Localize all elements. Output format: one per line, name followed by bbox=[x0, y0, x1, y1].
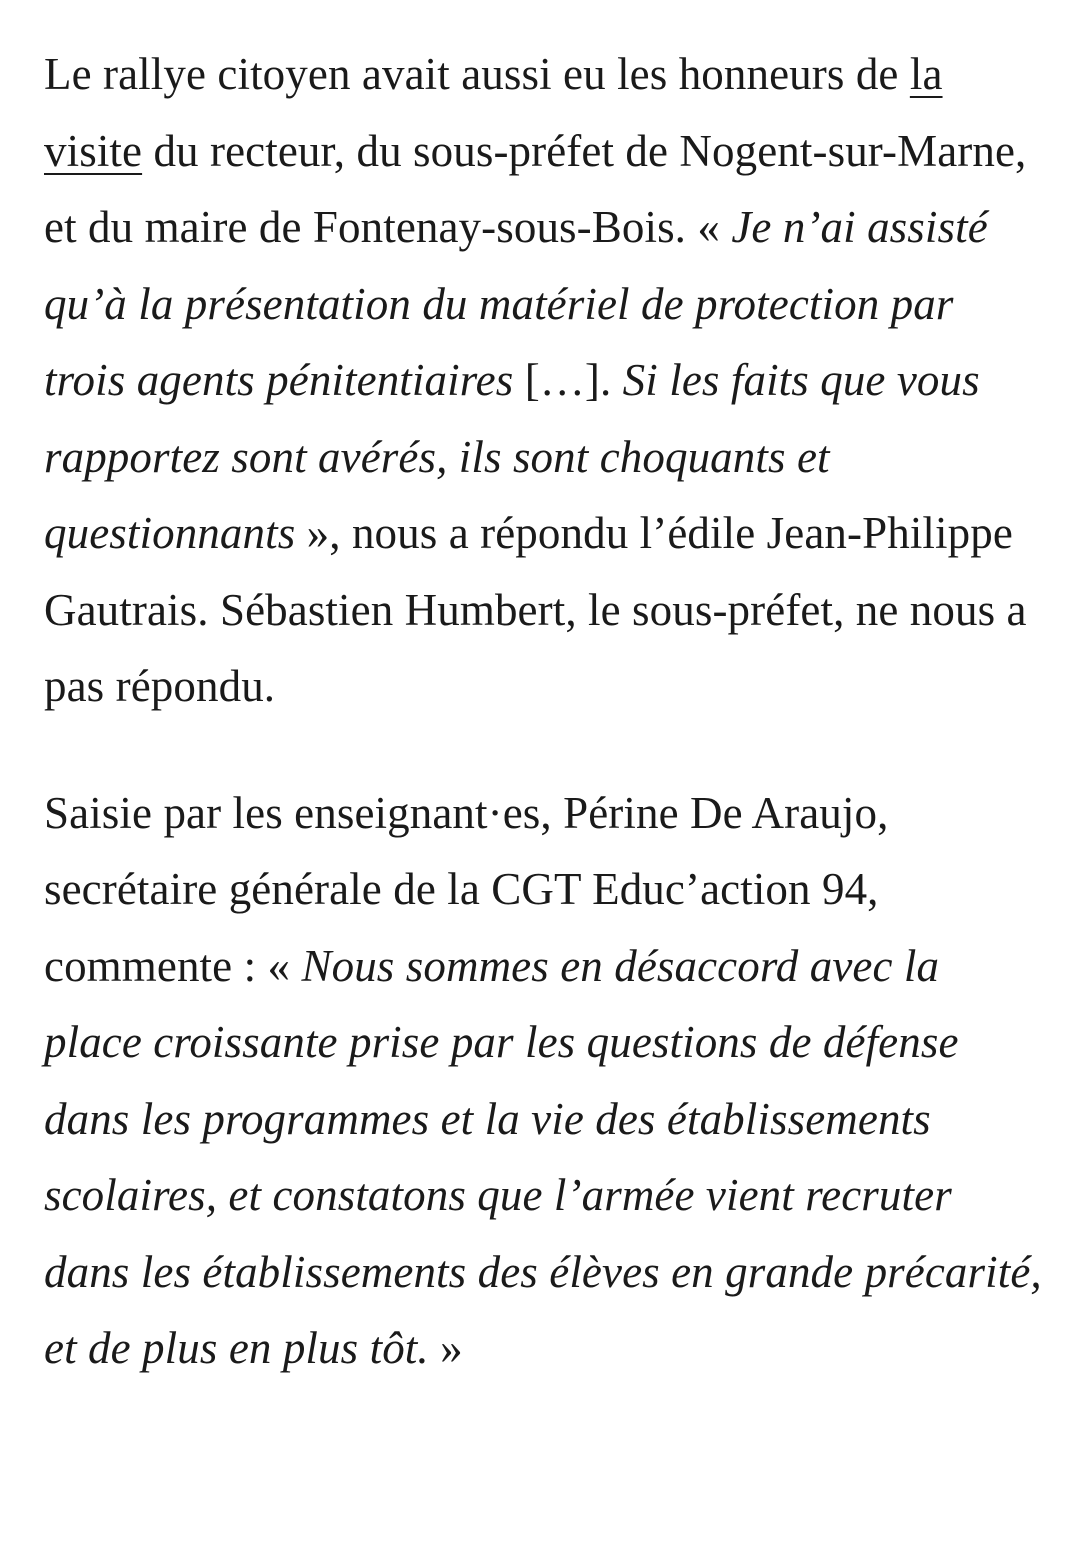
paragraph-cgt-comment bbox=[44, 775, 1044, 1387]
paragraph-text: […]. bbox=[513, 355, 623, 405]
paragraph-text: », nous a répondu l’édile Jean-Philippe Gautrais. Sébastien Humbert, le sous-préfet, ne nous a pas répondu. bbox=[44, 508, 1027, 711]
paragraph-text: » bbox=[428, 1323, 463, 1373]
paragraph-text: Saisie par les enseignant·es, Périne De Araujo, secrétaire générale de la CGT Educ’action 94, commente : « bbox=[44, 787, 889, 991]
paragraph-rallye-visit bbox=[44, 36, 1044, 725]
article-body bbox=[44, 36, 1044, 1387]
paragraph-text: Le rallye citoyen avait aussi eu les honneurs de bbox=[44, 49, 910, 99]
quote-italic: Je n’ai assisté qu’à la présentation du matériel de protection par trois agents pénitentiaires bbox=[44, 202, 988, 405]
quote-italic: Nous sommes en désaccord avec la place croissante prise par les questions de défense dans les programmes et la vie des établissements scolaires, et constatons que l’armée vient recruter dans les établissements des élèves en grande précarité, et de plus en plus tôt. bbox=[44, 940, 1042, 1373]
paragraph-text: du recteur, du sous-préfet de Nogent-sur-Marne, et du maire de Fontenay-sous-Bois. « bbox=[44, 125, 1027, 252]
quote-italic: Si les faits que vous rapportez sont avérés, ils sont choquants et questionnants bbox=[44, 355, 980, 558]
la-visite-link[interactable]: la visite bbox=[44, 49, 943, 176]
